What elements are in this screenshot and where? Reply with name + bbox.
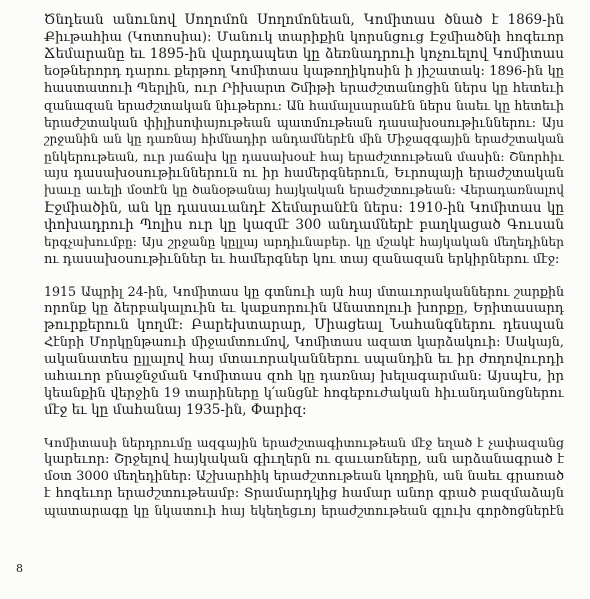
text-line: 1915 Ապրիլ 24-ին, Կոմիտաս կը գտնուի այն հայ մտաւորականներու շարքին bbox=[44, 283, 564, 299]
paragraph-1915 bbox=[44, 283, 564, 419]
text-line: Հէնրի Մորկընթաուի միջամտումով, Կոմիտաս ազատ կարձակուի: Սակայն, bbox=[44, 334, 564, 350]
text-line: Կոմիտասի ներդրումը ազգային երաժշտագիտութեան մէջ եղած է չափազանց bbox=[44, 435, 564, 451]
text-line: Քիւթահիա (Կոտոսիա): Մանուկ տարիքին կորսնցուց Էջմիածնի հոգեւոր bbox=[44, 30, 564, 46]
text-line: ականատես ըլլալով հայ մտաւորականներու սպանդին եւ իր ժողովուրդի bbox=[44, 351, 564, 367]
text-line: թուրքերուն կողմէ: Բարեխտարար, Միացեալ Նահանգներու դեսպան bbox=[44, 316, 564, 333]
text-line: պատարագը կը նկատուի հայ եկեղեցւոյ երաժշտութեան գլուխ գործոցներէն bbox=[44, 503, 564, 519]
article-body bbox=[44, 12, 564, 534]
text-line: Ծնդեան անունով Սողոմոն Սողոմոնեան, Կոմիտաս ծնած է 1869-ին bbox=[44, 12, 564, 28]
text-line: շրջանին ան կը դառնայ հիմնադիր անդամներէն մին Միջազգային երաժշտական bbox=[44, 132, 564, 147]
text-line: երգչախումբը: Այս շրջանը կըլլայ արդիւնաբեր. կը մշակէ հայկական մեղեդիներ bbox=[44, 234, 564, 249]
paragraph-legacy bbox=[44, 434, 564, 519]
text-line: երաժշտական փիլիսոփայութեան պատմութեան դասախօսութիւններու: Այս bbox=[44, 115, 564, 131]
text-line: հաստատուի Պերլին, ուր Րիխարտ Շմիթի երաժշտանոցին ներս կը հետեւի bbox=[44, 81, 564, 97]
text-line: այս դասախօսութիւններուն ու իր համերգներուն, Եւրոպայի երաժշտական bbox=[44, 166, 564, 182]
text-line: Էջմիածին, ան կը դասաւանդէ Ճեմարանէն ներս: 1910-ին Կոմիտաս կը bbox=[44, 199, 564, 216]
text-line: խաւը աւելի մօտէն կը ծանօթանայ հայկական երաժշտութեան: Վերադառնալով bbox=[44, 183, 564, 198]
text-line: որոնք կը ձերբակալուին եւ կաքսորուին Անատոլուի խորքը, Երիտասարդ bbox=[44, 300, 564, 316]
text-line: փոխադրուի Պոլիս ուր կը կազմէ 300 անդամներէ բաղկացած Գուսան bbox=[44, 216, 564, 233]
text-line: մօտ 3000 մեղեդիներ: Աշխարհիկ երաժշտութեան կողքին, ան նաեւ գրառած bbox=[44, 469, 564, 485]
page-number: 8 bbox=[16, 562, 23, 575]
text-line: Ճեմարանը եւ 1895-ին վարդապետ կը ձեռնադրուի կոչուելով Կոմիտաս bbox=[44, 46, 564, 63]
text-line: մէջ եւ կը մահանայ 1935-ին, Փարիզ: bbox=[44, 402, 307, 419]
paragraph-biography bbox=[44, 12, 564, 268]
text-line: ընկերութեան, ուր յաճախ կը դասախօսէ հայ երաժշտութեան մասին: Շնորհիւ bbox=[44, 149, 564, 165]
text-line: ահաւոր բնաջնջման Կոմիտաս զոհ կը դառնայ խելագարման: Այսպէս, իր bbox=[44, 368, 564, 384]
text-line: եօթներորդ դարու քերթող Կոմիտաս կաթողիկոսին ի յիշատակ: 1896-ին կը bbox=[44, 64, 564, 80]
text-line: կարեւոր: Շրջելով հայկական գիւղերն ու գաւառները, ան արձանագրած է bbox=[44, 452, 564, 468]
text-line: կեանքին վերջին 19 տարիները կ՛անցնէ հոգեբուժական հիւանդանոցներու bbox=[44, 385, 564, 401]
text-line: է հոգեւոր երաժշտութեամբ: Տրամարդկից համար անոր գրած բազմաձայն bbox=[44, 486, 564, 502]
text-line: ու դասախօսութիւններ եւ համերգներ կու տայ զանազան երկիրներու մէջ: bbox=[44, 251, 560, 267]
text-line: զանազան երաժշտական նիւթերու: Ան համալսարանէն ներս նաեւ կը հետեւի bbox=[44, 98, 564, 114]
